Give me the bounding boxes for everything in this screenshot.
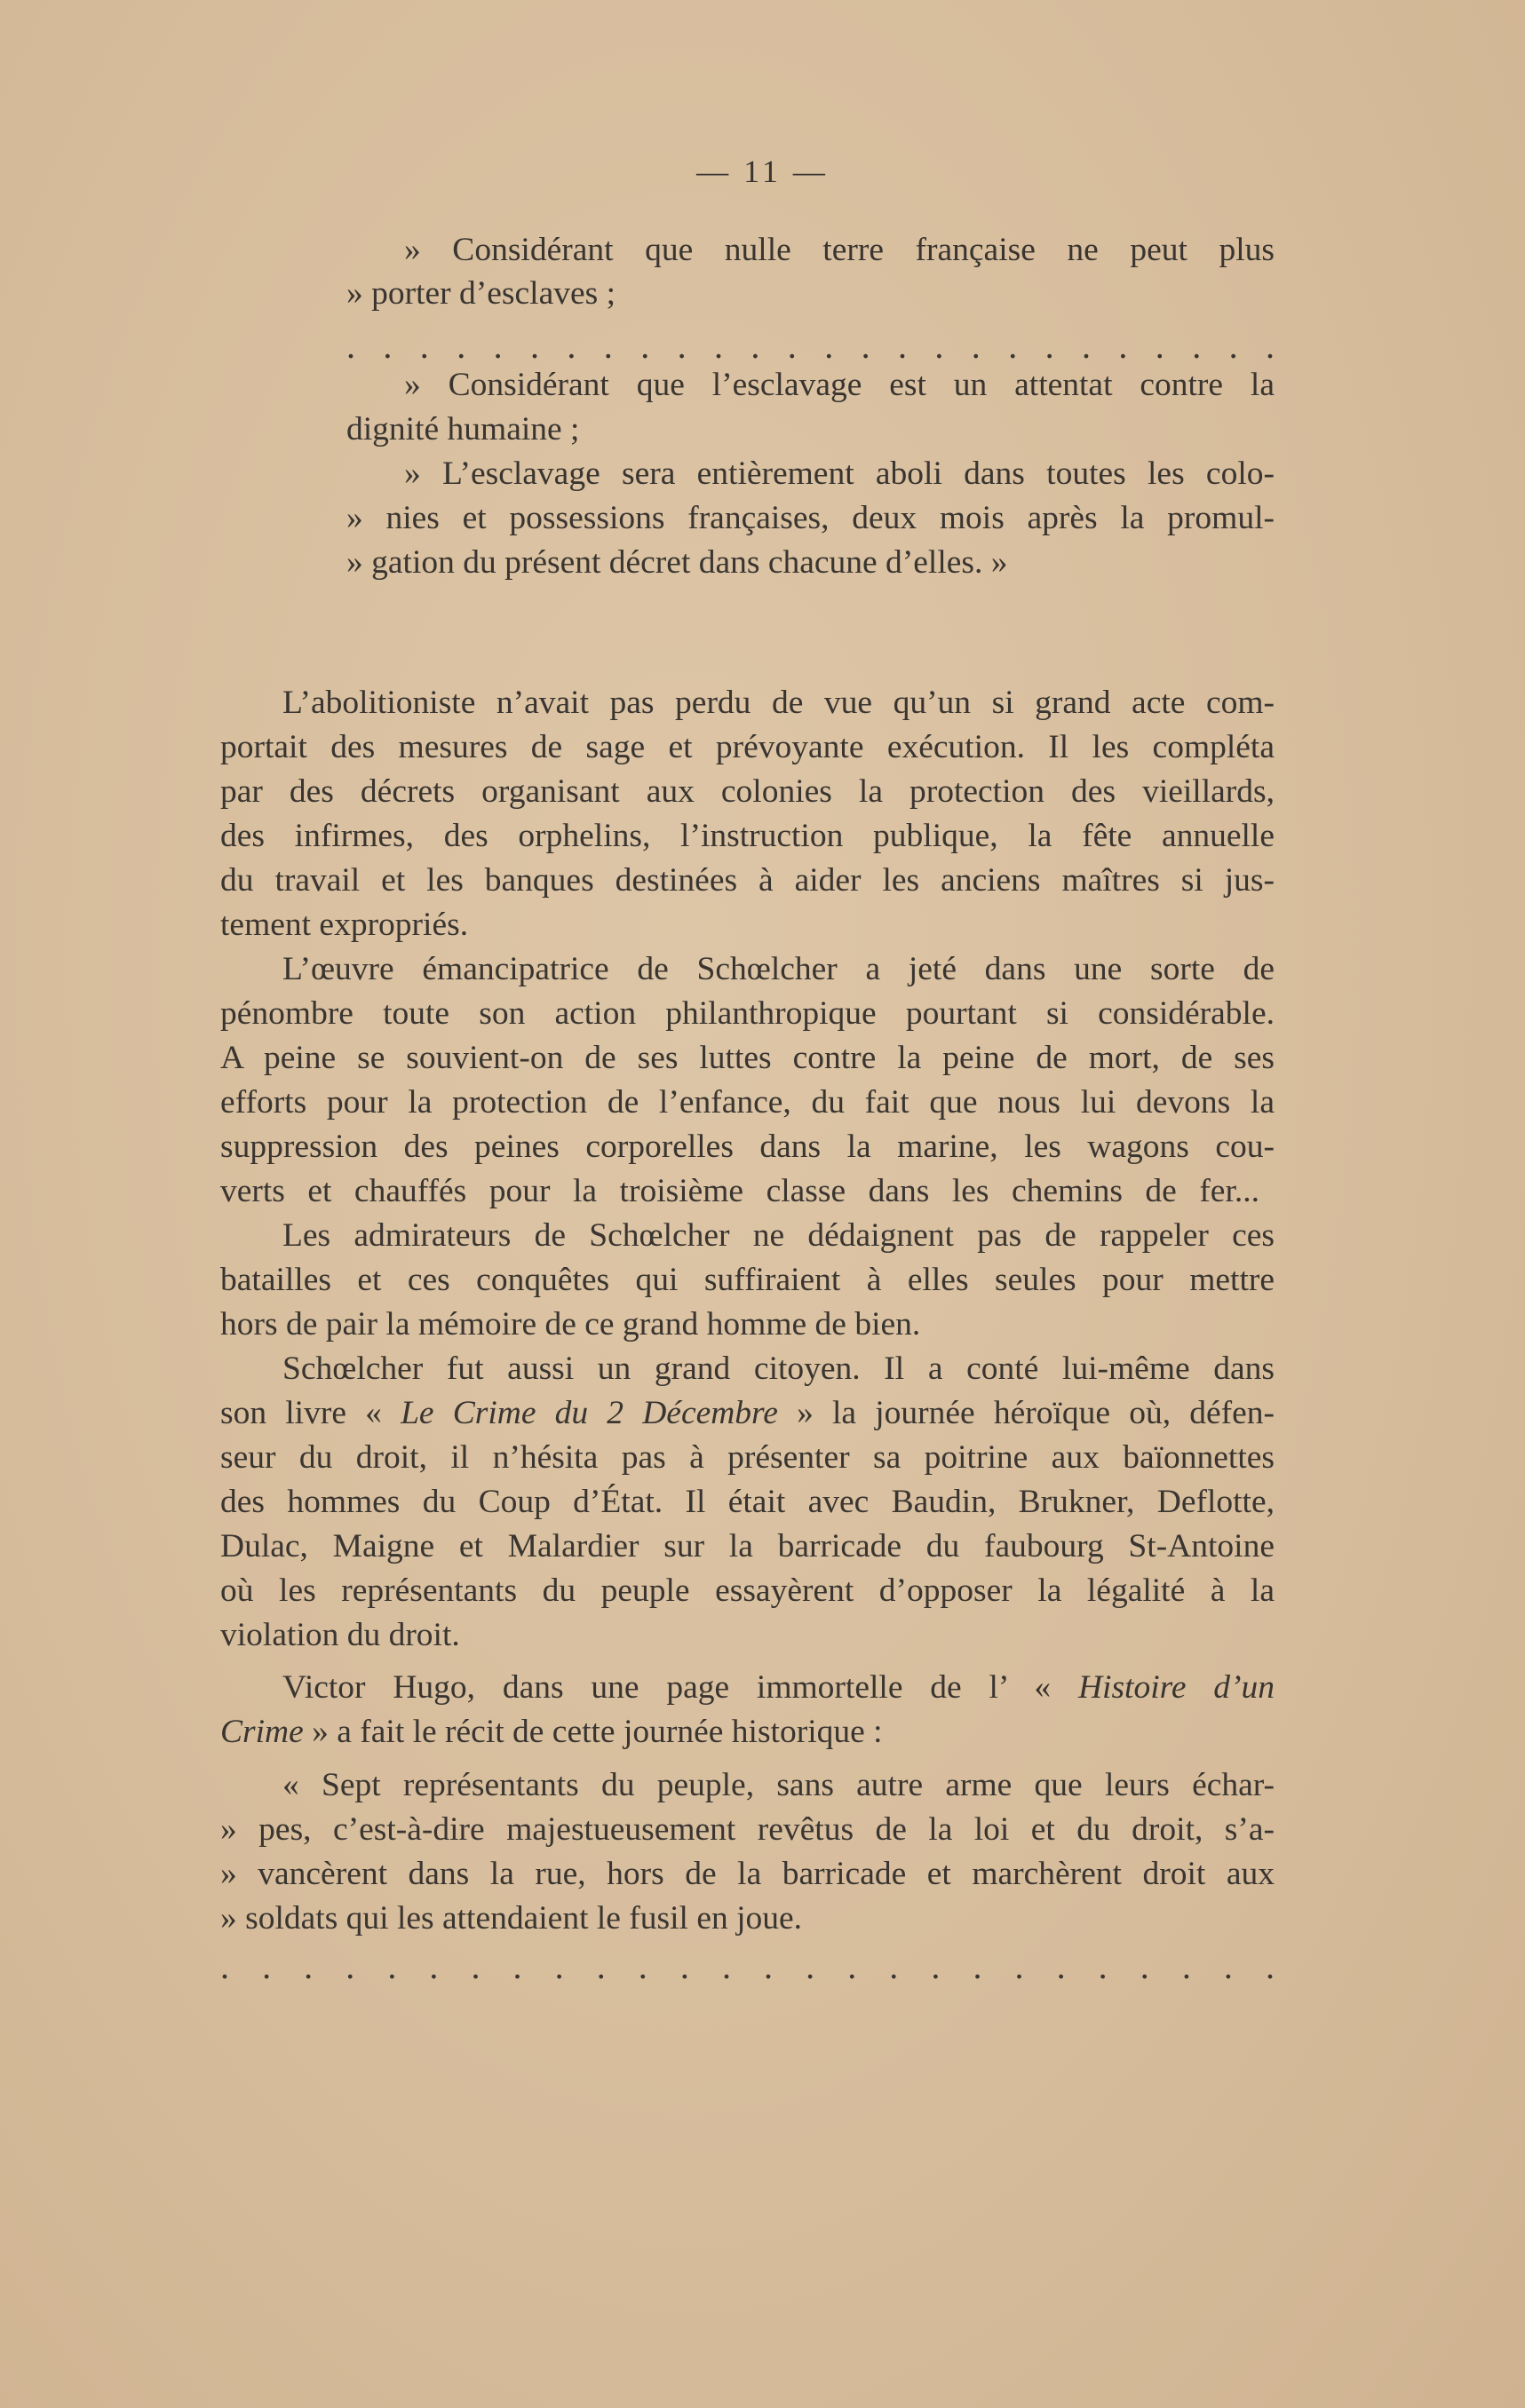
paragraph-line	[282, 1665, 1275, 1711]
paragraph-line: L’abolitioniste n’avait pas perdu de vue qu’un si grand acte com-	[282, 685, 1275, 721]
ellipsis-dots: . . . . . . . . . . . . . . . . . . . . . . . . . .	[220, 1953, 1275, 1980]
decree-line: » Considérant que nulle terre française ne peut plus	[404, 232, 1275, 268]
paragraph-line: batailles et ces conquêtes qui suffiraient à elles seules pour mettre	[220, 1262, 1275, 1298]
paragraph-line: où les représentants du peuple essayèrent d’opposer la légalité à la	[220, 1572, 1275, 1609]
decree-line: » L’esclavage sera entièrement aboli dans toutes les colo-	[404, 455, 1275, 492]
paragraph-line: des infirmes, des orphelins, l’instruction publique, la fête annuelle	[220, 818, 1275, 854]
paragraph-line: L’œuvre émancipatrice de Schœlcher a jeté dans une sorte de	[282, 951, 1275, 987]
decree-line: » gation du présent décret dans chacune d’elles. »	[346, 544, 1008, 581]
paragraph-line: hors de pair la mémoire de ce grand homme de bien.	[220, 1306, 921, 1343]
paragraph-line: efforts pour la protection de l’enfance, du fait que nous lui devons la	[220, 1084, 1275, 1121]
paragraph-line: des hommes du Coup d’État. Il était avec Baudin, Brukner, Deflotte,	[220, 1484, 1275, 1520]
paragraph-line: par des décrets organisant aux colonies la protection des vieillards,	[220, 773, 1275, 810]
decree-line: » porter d’esclaves ;	[346, 275, 616, 312]
quote-line: » vancèrent dans la rue, hors de la barricade et marchèrent droit aux	[220, 1856, 1275, 1892]
paragraph-line: verts et chauffés pour la troisième classe dans les chemins de fer...	[220, 1173, 1259, 1209]
paragraph-line	[220, 1390, 1275, 1437]
book-title: Crime	[220, 1714, 304, 1750]
paragraph-line: Dulac, Maigne et Malardier sur la barricade du faubourg St-Antoine	[220, 1528, 1275, 1564]
book-title: Histoire d’un	[1077, 1669, 1275, 1706]
paragraph-line: pénombre toute son action philanthropique pourtant si considérable.	[220, 995, 1275, 1032]
paragraph-line: seur du droit, il n’hésita pas à présenter sa poitrine aux baïonnettes	[220, 1439, 1275, 1476]
book-title: Le Crime du 2 Décembre	[401, 1395, 778, 1431]
decree-line: » nies et possessions françaises, deux mois après la promul-	[346, 500, 1275, 536]
page-number: — 11 —	[696, 154, 829, 189]
text-segment: Victor Hugo, dans une page immortelle de l’ «	[282, 1669, 1078, 1706]
decree-line: dignité humaine ;	[346, 411, 580, 448]
quote-line: » pes, c’est-à-dire majestueusement revêtus de la loi et du droit, s’a-	[220, 1811, 1275, 1848]
ellipsis-dots: . . . . . . . . . . . . . . . . . . . . . . . . . .	[346, 333, 1275, 360]
text-segment: » a fait le récit de cette journée historique :	[303, 1714, 883, 1750]
text-segment: » la journée héroïque où, défen-	[777, 1395, 1275, 1431]
decree-line: » Considérant que l’esclavage est un attentat contre la	[404, 367, 1275, 403]
paragraph-line: portait des mesures de sage et prévoyante exécution. Il les compléta	[220, 729, 1275, 765]
quote-line: « Sept représentants du peuple, sans autre arme que leurs échar-	[282, 1767, 1275, 1803]
quote-line: » soldats qui les attendaient le fusil en joue.	[220, 1900, 803, 1937]
paragraph-line: du travail et les banques destinées à aider les anciens maîtres si jus-	[220, 862, 1275, 899]
paragraph-line: Les admirateurs de Schœlcher ne dédaignent pas de rappeler ces	[282, 1217, 1275, 1254]
paragraph-line: Schœlcher fut aussi un grand citoyen. Il a conté lui-même dans	[282, 1351, 1275, 1387]
paragraph-line: violation du droit.	[220, 1617, 460, 1653]
paragraph-line	[220, 1709, 883, 1755]
paragraph-line: tement expropriés.	[220, 907, 469, 943]
paragraph-line: A peine se souvient-on de ses luttes contre la peine de mort, de ses	[220, 1040, 1275, 1076]
paragraph-line: suppression des peines corporelles dans la marine, les wagons cou-	[220, 1129, 1275, 1165]
text-segment: son livre «	[220, 1395, 401, 1431]
